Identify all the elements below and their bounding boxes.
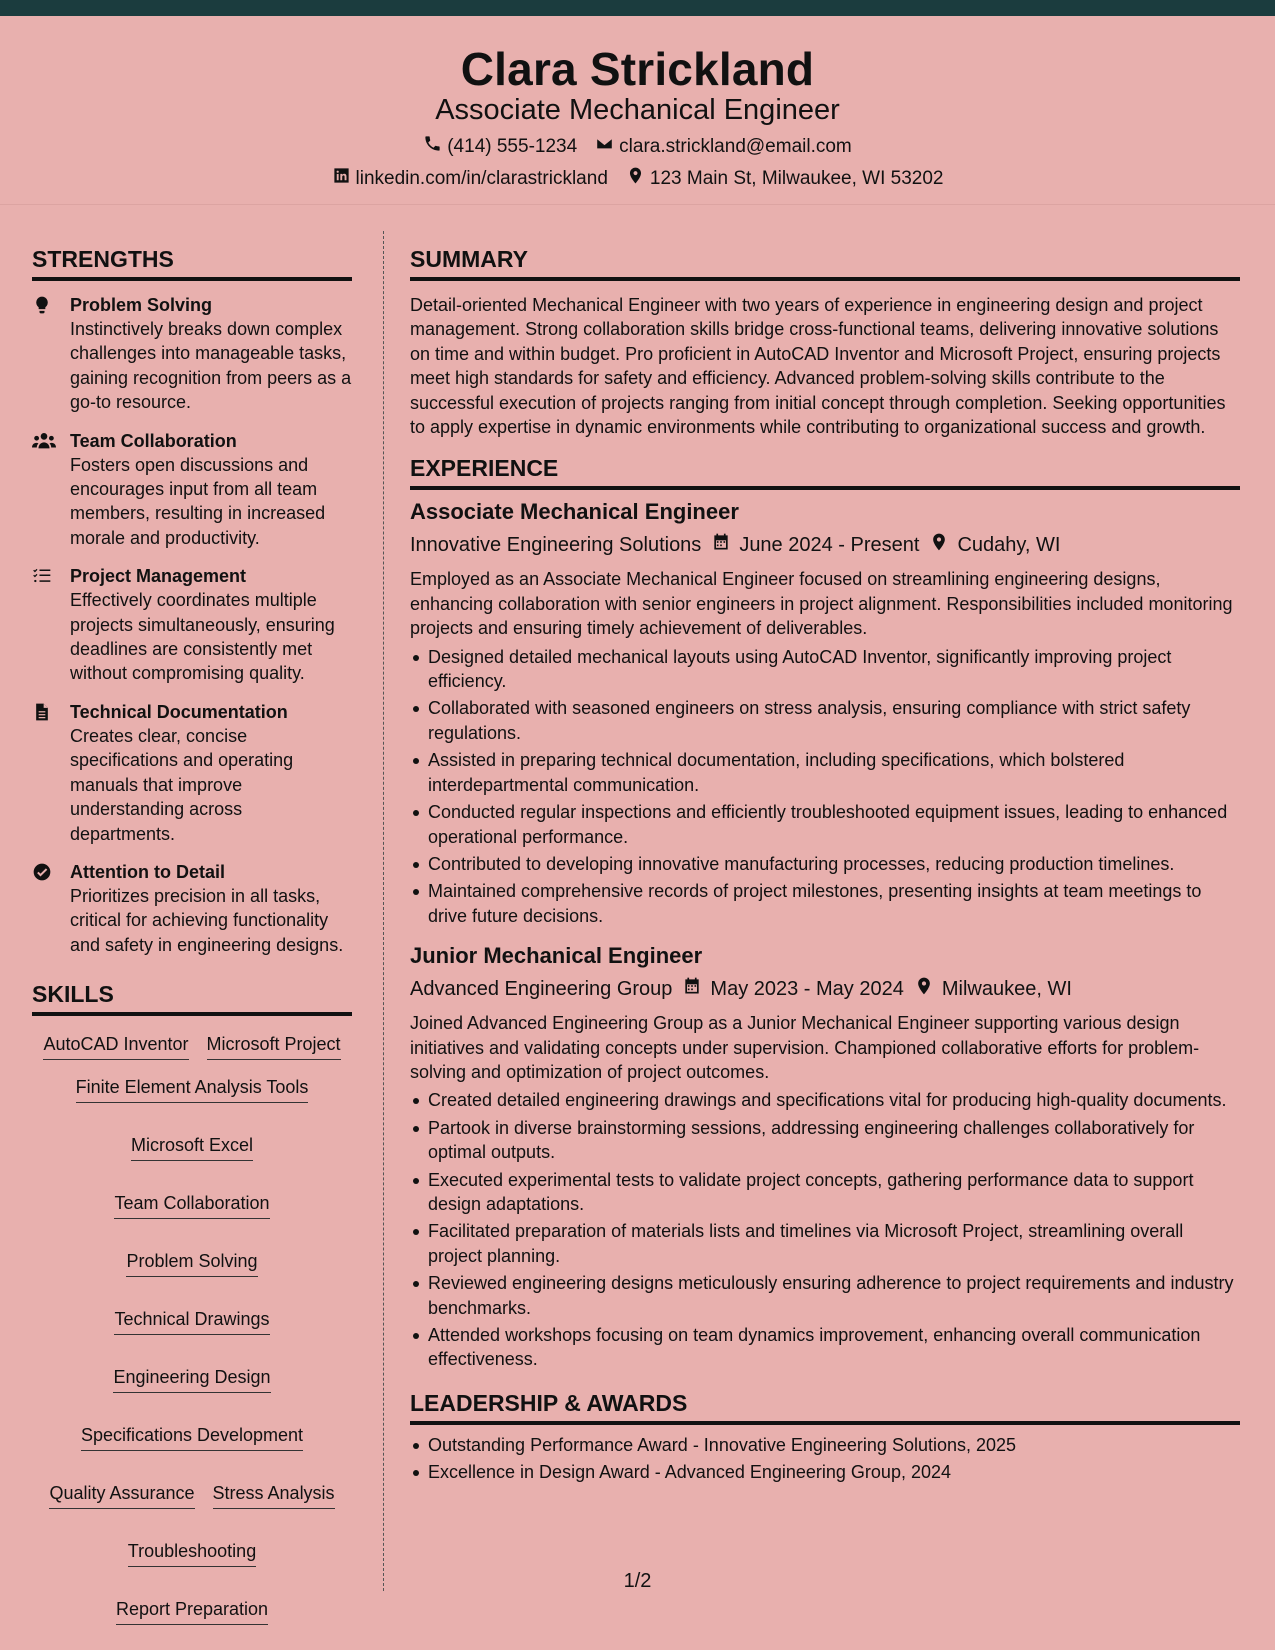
- summary-text: Detail-oriented Mechanical Engineer with two years of experience in engineering design and project management. Strong collaboration skills bridge cross-functional teams, delivering innovative solutions on time and within budget. Pro proficient in AutoCAD Inventor and Microsoft Project, ensuring projects meet high standards for safety and efficiency. Advanced problem-solving skills contribute to the successful execution of projects ranging from initial concept through completion. Seeking opportunities to apply expertise in dynamic environments while contributing to organizational success and growth.: [410, 295, 1226, 438]
- strength-item: [32, 700, 352, 846]
- document-icon: [32, 700, 70, 846]
- job-entry: [410, 942, 1240, 1372]
- strength-item: [32, 293, 352, 415]
- job-dates-text: June 2024 - Present: [739, 533, 920, 556]
- skills-heading: SKILLS: [32, 981, 352, 1016]
- job-bullet: Partook in diverse brainstorming sessions, addressing engineering challenges collaboratively for optimal outputs.: [410, 1116, 1240, 1165]
- job-meta: [410, 532, 1240, 558]
- strength-title: Project Management: [70, 566, 247, 587]
- job-title: Junior Mechanical Engineer: [410, 943, 703, 969]
- awards-section: [410, 1390, 1240, 1485]
- skill-tag: Team Collaboration: [114, 1191, 269, 1219]
- job-bullet: Executed experimental tests to validate project concepts, gathering performance data to support design adaptations.: [410, 1168, 1240, 1217]
- job-bullet: Designed detailed mechanical layouts using AutoCAD Inventor, significantly improving project efficiency.: [410, 645, 1240, 694]
- job-description: Employed as an Associate Mechanical Engineer focused on streamlining engineering designs, enhancing collaboration with senior engineers in project alignment. Responsibilities included monitoring projects and ensuring timely achievement of deliverables.: [410, 569, 1233, 639]
- awards-heading: LEADERSHIP & AWARDS: [410, 1390, 1240, 1425]
- strengths-heading: STRENGTHS: [32, 246, 352, 281]
- skill-tag: Finite Element Analysis Tools: [76, 1075, 309, 1103]
- job-description: Joined Advanced Engineering Group as a Junior Mechanical Engineer supporting various design initiatives and validating concepts under supervision. Championed collaborative efforts for problem-solving and optimization of project outcomes.: [410, 1013, 1200, 1082]
- left-column: [32, 246, 352, 1625]
- skill-tag: Stress Analysis: [213, 1481, 335, 1509]
- awards-list: [410, 1433, 1240, 1485]
- job-title: Associate Mechanical Engineer: [410, 499, 739, 525]
- candidate-role: Associate Mechanical Engineer: [435, 94, 840, 126]
- award-item: Outstanding Performance Award - Innovative Engineering Solutions, 2025: [410, 1433, 1240, 1457]
- address-text: 123 Main St, Milwaukee, WI 53202: [649, 167, 944, 189]
- job-location-text: Milwaukee, WI: [941, 977, 1072, 1000]
- job-bullets: [410, 1088, 1240, 1371]
- page-number: 1/2: [623, 1570, 652, 1592]
- experience-heading: EXPERIENCE: [410, 455, 1240, 490]
- skill-tag: Engineering Design: [113, 1365, 270, 1393]
- linkedin-text[interactable]: linkedin.com/in/clarastrickland: [355, 167, 608, 189]
- skill-tag: Microsoft Excel: [131, 1133, 253, 1161]
- strength-desc: Instinctively breaks down complex challenges into manageable tasks, gaining recognition from peers as a go-to resource.: [70, 319, 352, 413]
- contact-linkedin[interactable]: [332, 166, 608, 191]
- contact-row-1: [0, 134, 1275, 159]
- summary-heading: SUMMARY: [410, 246, 1240, 281]
- job-bullet: Conducted regular inspections and efficiently troubleshooted equipment issues, leading to enhanced operational performance.: [410, 800, 1240, 849]
- skill-tag: Technical Drawings: [114, 1307, 269, 1335]
- contact-address: [626, 166, 944, 191]
- strength-title: Attention to Detail: [70, 861, 225, 882]
- skill-tag: Microsoft Project: [207, 1032, 341, 1060]
- job-meta: [410, 976, 1240, 1002]
- strength-desc: Prioritizes precision in all tasks, critical for achieving functionality and safety in engineering designs.: [70, 885, 344, 955]
- calendar-icon: [682, 976, 702, 1002]
- users-icon: [32, 429, 70, 551]
- job-company: Innovative Engineering Solutions: [410, 533, 702, 556]
- skill-tag: Report Preparation: [116, 1597, 268, 1625]
- right-column: [410, 246, 1240, 1488]
- job-bullets: [410, 645, 1240, 928]
- strength-desc: Effectively coordinates multiple projects simultaneously, ensuring deadlines are consistently met without compromising quality.: [70, 590, 335, 684]
- envelope-icon: [595, 134, 614, 159]
- map-pin-icon: [914, 976, 934, 1002]
- skill-tag: AutoCAD Inventor: [43, 1032, 188, 1060]
- candidate-name: Clara Strickland: [460, 43, 815, 95]
- skill-tag: Troubleshooting: [128, 1539, 256, 1567]
- job-bullet: Collaborated with seasoned engineers on stress analysis, ensuring compliance with strict safety regulations.: [410, 696, 1240, 745]
- header-divider: [0, 204, 1275, 205]
- skills-list: [32, 1032, 352, 1625]
- job-company: Advanced Engineering Group: [410, 977, 673, 1000]
- contact-email[interactable]: [595, 134, 852, 159]
- linkedin-icon: [332, 166, 351, 191]
- checklist-icon: [32, 564, 70, 686]
- job-bullet: Contributed to developing innovative manufacturing processes, reducing production timelines.: [410, 852, 1240, 876]
- skill-tag: Problem Solving: [126, 1249, 257, 1277]
- job-bullet: Attended workshops focusing on team dynamics improvement, enhancing overall communication effectiveness.: [410, 1323, 1240, 1372]
- job-bullet: Created detailed engineering drawings and specifications vital for producing high-quality documents.: [410, 1088, 1240, 1112]
- check-circle-icon: [32, 860, 70, 957]
- job-entry: [410, 498, 1240, 928]
- contact-phone: [423, 134, 577, 159]
- strength-item: [32, 564, 352, 686]
- job-location: [929, 532, 1060, 558]
- map-pin-icon: [929, 532, 949, 558]
- lightbulb-icon: [32, 293, 70, 415]
- resume-header: [0, 16, 1275, 204]
- phone-icon: [423, 134, 442, 159]
- strength-item: [32, 860, 352, 957]
- job-dates: [711, 532, 919, 558]
- calendar-icon: [711, 532, 731, 558]
- strength-title: Technical Documentation: [70, 701, 288, 722]
- strength-title: Team Collaboration: [70, 430, 237, 451]
- job-dates: [682, 976, 903, 1002]
- top-bar: [0, 0, 1275, 16]
- column-divider: [383, 231, 384, 1591]
- skill-tag: Specifications Development: [81, 1423, 303, 1451]
- strength-title: Problem Solving: [70, 295, 213, 315]
- job-bullet: Maintained comprehensive records of project milestones, presenting insights at team meetings to drive future decisions.: [410, 879, 1240, 928]
- email-text[interactable]: clara.strickland@email.com: [619, 135, 852, 157]
- phone-text: (414) 555-1234: [447, 135, 578, 157]
- job-bullet: Reviewed engineering designs meticulously ensuring adherence to project requirements and industry benchmarks.: [410, 1271, 1240, 1320]
- skill-tag: Quality Assurance: [49, 1481, 194, 1509]
- job-location-text: Cudahy, WI: [957, 533, 1061, 556]
- job-location: [914, 976, 1072, 1002]
- strength-desc: Fosters open discussions and encourages input from all team members, resulting in increased morale and productivity.: [70, 454, 326, 548]
- award-item: Excellence in Design Award - Advanced Engineering Group, 2024: [410, 1460, 1240, 1484]
- job-bullet: Assisted in preparing technical documentation, including specifications, which bolstered interdepartmental communication.: [410, 748, 1240, 797]
- job-dates-text: May 2023 - May 2024: [710, 977, 904, 1000]
- strength-item: [32, 429, 352, 551]
- contact-row-2: [0, 166, 1275, 191]
- strength-desc: Creates clear, concise specifications and operating manuals that improve understanding across departments.: [70, 725, 294, 844]
- map-pin-icon: [626, 166, 645, 191]
- job-bullet: Facilitated preparation of materials lists and timelines via Microsoft Project, streamlining overall project planning.: [410, 1219, 1240, 1268]
